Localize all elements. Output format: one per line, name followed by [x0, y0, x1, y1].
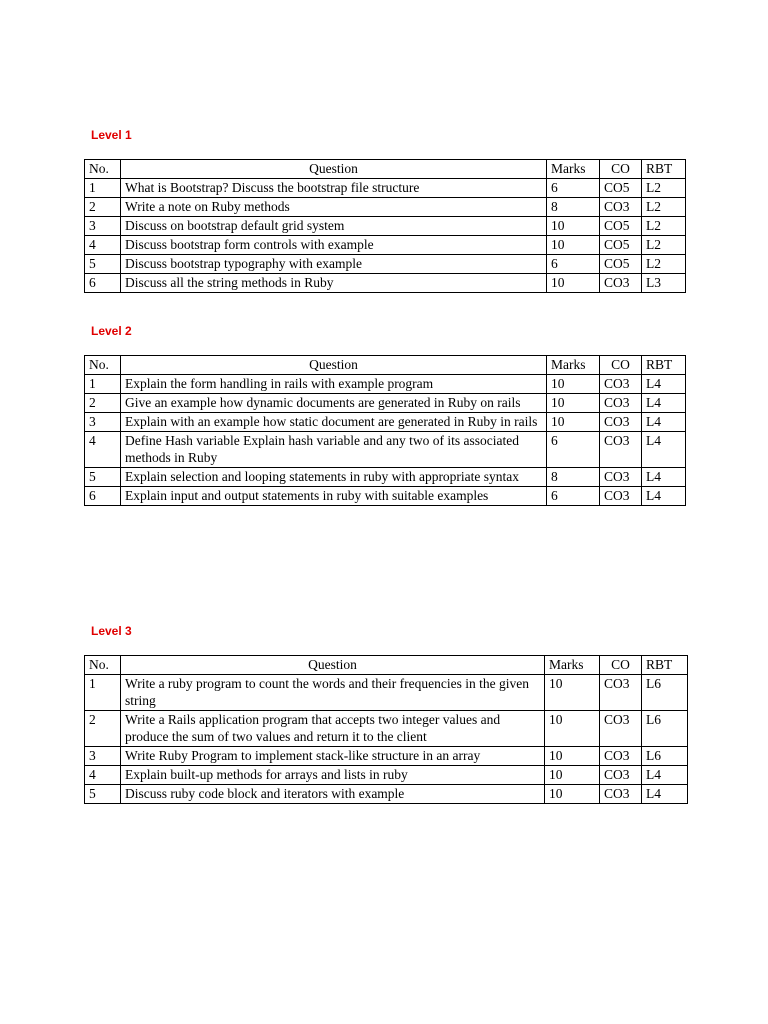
question-text-cell: Write a note on Ruby methods — [121, 198, 547, 217]
co-cell: CO3 — [600, 711, 642, 747]
marks-cell: 10 — [547, 375, 600, 394]
level-2-table — [84, 355, 686, 506]
question-text-cell: Discuss all the string methods in Ruby — [121, 274, 547, 293]
rbt-cell: L4 — [642, 394, 686, 413]
question-number-cell: 5 — [85, 468, 121, 487]
question-text-cell: Discuss ruby code block and iterators with example — [121, 785, 545, 804]
marks-cell: 10 — [547, 413, 600, 432]
question-text-cell: Discuss bootstrap form controls with example — [121, 236, 547, 255]
rbt-cell: L4 — [642, 766, 688, 785]
table-row — [85, 785, 688, 804]
column-header-question: Question — [121, 356, 547, 375]
table-header-row — [85, 160, 686, 179]
question-text-cell: Discuss on bootstrap default grid system — [121, 217, 547, 236]
rbt-cell: L4 — [642, 487, 686, 506]
question-text-cell: Write Ruby Program to implement stack-like structure in an array — [121, 747, 545, 766]
question-number-cell: 3 — [85, 747, 121, 766]
question-text-cell: Explain selection and looping statements in ruby with appropriate syntax — [121, 468, 547, 487]
table-row — [85, 179, 686, 198]
question-number-cell: 4 — [85, 432, 121, 468]
question-number-cell: 6 — [85, 487, 121, 506]
question-number-cell: 1 — [85, 675, 121, 711]
co-cell: CO3 — [600, 487, 642, 506]
table-row — [85, 217, 686, 236]
rbt-cell: L2 — [642, 217, 686, 236]
rbt-cell: L6 — [642, 711, 688, 747]
question-text-cell: Discuss bootstrap typography with example — [121, 255, 547, 274]
rbt-cell: L6 — [642, 747, 688, 766]
co-cell: CO3 — [600, 675, 642, 711]
question-text-cell: Write a Rails application program that accepts two integer values and produce the sum of two values and return it to the client — [121, 711, 545, 747]
table-row — [85, 413, 686, 432]
rbt-cell: L4 — [642, 413, 686, 432]
table-row — [85, 675, 688, 711]
marks-cell: 10 — [547, 274, 600, 293]
question-number-cell: 4 — [85, 766, 121, 785]
question-text-cell: Explain the form handling in rails with example program — [121, 375, 547, 394]
column-header-rbt: RBT — [642, 160, 686, 179]
co-cell: CO3 — [600, 747, 642, 766]
rbt-cell: L3 — [642, 274, 686, 293]
question-number-cell: 5 — [85, 255, 121, 274]
question-number-cell: 3 — [85, 217, 121, 236]
level-1-table — [84, 159, 686, 293]
question-text-cell: Explain input and output statements in ruby with suitable examples — [121, 487, 547, 506]
co-cell: CO5 — [600, 255, 642, 274]
question-number-cell: 3 — [85, 413, 121, 432]
column-header-no: No. — [85, 160, 121, 179]
co-cell: CO3 — [600, 375, 642, 394]
rbt-cell: L4 — [642, 432, 686, 468]
column-header-marks: Marks — [547, 356, 600, 375]
co-cell: CO3 — [600, 785, 642, 804]
rbt-cell: L6 — [642, 675, 688, 711]
rbt-cell: L2 — [642, 179, 686, 198]
question-text-cell: What is Bootstrap? Discuss the bootstrap file structure — [121, 179, 547, 198]
table-row — [85, 432, 686, 468]
co-cell: CO5 — [600, 236, 642, 255]
rbt-cell: L4 — [642, 468, 686, 487]
column-header-question: Question — [121, 160, 547, 179]
marks-cell: 10 — [545, 675, 600, 711]
marks-cell: 8 — [547, 198, 600, 217]
co-cell: CO3 — [600, 198, 642, 217]
table-header-row — [85, 656, 688, 675]
question-number-cell: 4 — [85, 236, 121, 255]
level-2-heading: Level 2 — [91, 324, 132, 338]
table-row — [85, 766, 688, 785]
rbt-cell: L2 — [642, 255, 686, 274]
table-row — [85, 236, 686, 255]
marks-cell: 10 — [547, 236, 600, 255]
marks-cell: 6 — [547, 487, 600, 506]
rbt-cell: L4 — [642, 785, 688, 804]
marks-cell: 8 — [547, 468, 600, 487]
marks-cell: 10 — [545, 766, 600, 785]
column-header-no: No. — [85, 356, 121, 375]
co-cell: CO3 — [600, 274, 642, 293]
question-text-cell: Write a ruby program to count the words and their frequencies in the given string — [121, 675, 545, 711]
table-row — [85, 274, 686, 293]
level-3-heading: Level 3 — [91, 624, 132, 638]
rbt-cell: L2 — [642, 236, 686, 255]
level-1-heading: Level 1 — [91, 128, 132, 142]
question-number-cell: 1 — [85, 179, 121, 198]
column-header-rbt: RBT — [642, 656, 688, 675]
rbt-cell: L2 — [642, 198, 686, 217]
co-cell: CO3 — [600, 766, 642, 785]
table-header-row — [85, 356, 686, 375]
table-row — [85, 711, 688, 747]
table-row — [85, 394, 686, 413]
co-cell: CO5 — [600, 179, 642, 198]
rbt-cell: L4 — [642, 375, 686, 394]
question-number-cell: 2 — [85, 198, 121, 217]
question-number-cell: 1 — [85, 375, 121, 394]
question-number-cell: 2 — [85, 394, 121, 413]
column-header-rbt: RBT — [642, 356, 686, 375]
column-header-no: No. — [85, 656, 121, 675]
marks-cell: 6 — [547, 179, 600, 198]
co-cell: CO3 — [600, 468, 642, 487]
marks-cell: 10 — [545, 747, 600, 766]
co-cell: CO3 — [600, 432, 642, 468]
co-cell: CO3 — [600, 413, 642, 432]
marks-cell: 6 — [547, 255, 600, 274]
marks-cell: 10 — [547, 394, 600, 413]
co-cell: CO3 — [600, 394, 642, 413]
co-cell: CO5 — [600, 217, 642, 236]
column-header-co: CO — [600, 656, 642, 675]
column-header-question: Question — [121, 656, 545, 675]
marks-cell: 10 — [545, 785, 600, 804]
table-row — [85, 198, 686, 217]
column-header-co: CO — [600, 160, 642, 179]
level-3-table — [84, 655, 688, 804]
marks-cell: 10 — [545, 711, 600, 747]
question-number-cell: 2 — [85, 711, 121, 747]
question-number-cell: 5 — [85, 785, 121, 804]
question-text-cell: Define Hash variable Explain hash variable and any two of its associated methods in Ruby — [121, 432, 547, 468]
table-row — [85, 747, 688, 766]
question-text-cell: Explain with an example how static document are generated in Ruby in rails — [121, 413, 547, 432]
question-number-cell: 6 — [85, 274, 121, 293]
question-text-cell: Give an example how dynamic documents are generated in Ruby on rails — [121, 394, 547, 413]
table-row — [85, 255, 686, 274]
question-text-cell: Explain built-up methods for arrays and lists in ruby — [121, 766, 545, 785]
table-row — [85, 487, 686, 506]
marks-cell: 10 — [547, 217, 600, 236]
table-row — [85, 375, 686, 394]
table-row — [85, 468, 686, 487]
column-header-co: CO — [600, 356, 642, 375]
marks-cell: 6 — [547, 432, 600, 468]
column-header-marks: Marks — [547, 160, 600, 179]
column-header-marks: Marks — [545, 656, 600, 675]
